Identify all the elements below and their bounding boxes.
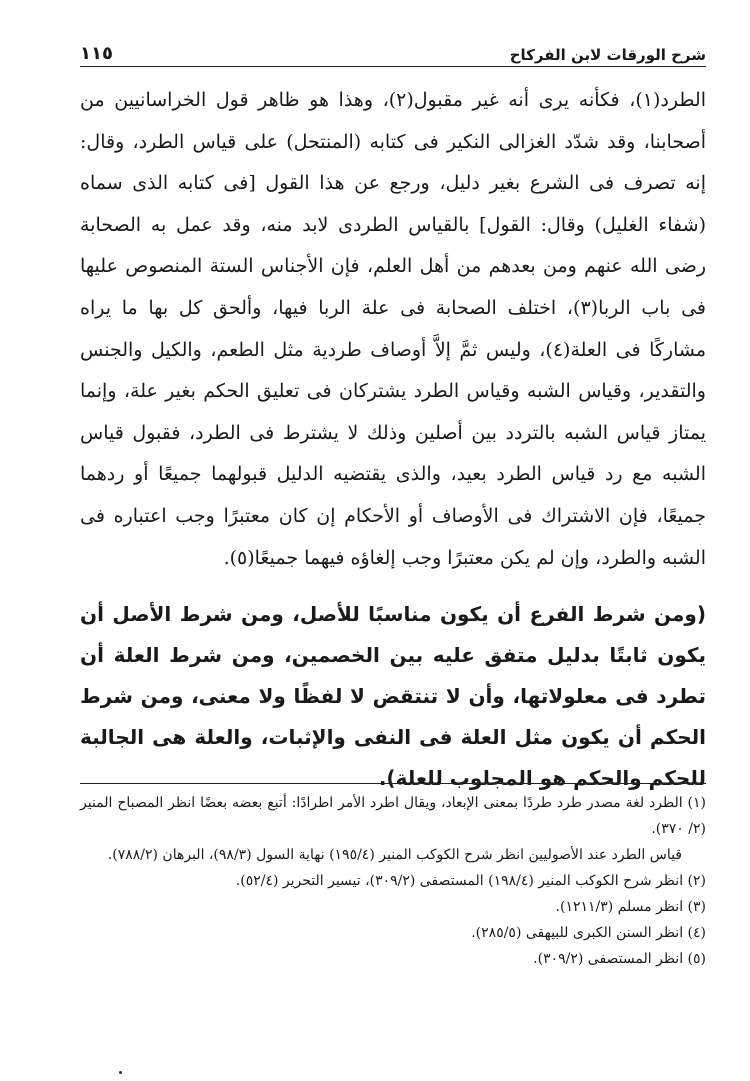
running-title: شرح الورقات لابن الفركاح	[509, 46, 706, 64]
header-divider	[80, 66, 706, 67]
footnote-divider	[80, 783, 706, 784]
footnote-1: (١) الطرد لغة مصدر طرد طردًا بمعنى الإبعاد، ويقال اطرد الأمر اطرادًا: أتبع بعضه بعضًا انظر المصباح المنير (٢/ ٣٧٠).	[80, 795, 706, 837]
matn-paragraph: (ومن شرط الفرع أن يكون مناسبًا للأصل، ومن شرط الأصل أن يكون ثابتًا بدليل متفق عليه بين الخصمين، ومن شرط العلة أن تطرد فى معلولاتها، وأن لا تنتقض لا لفظًا ولا معنى، ومن شرط الحكم أن يكون مثل العلة فى النفى والإثبات، والعلة هى الجالبة للحكم والحكم هو المجلوب للعلة).	[80, 602, 706, 790]
footnote-3: (٣) انظر مسلم (١٢١١/٣).	[555, 899, 706, 915]
footnotes	[80, 790, 706, 972]
footnote-2: (٢) انظر شرح الكوكب المنير (١٩٨/٤) المستصفى (٣٠٩/٢)، تيسير التحرير (٥٢/٤).	[235, 873, 706, 889]
commentary-text	[80, 80, 706, 579]
footnote-4: (٤) انظر السنن الكبرى للبيهقى (٢٨٥/٥).	[471, 925, 706, 941]
running-header	[80, 34, 706, 64]
matn-text	[80, 594, 706, 799]
footnote-1-continued: قياس الطرد عند الأصوليين انظر شرح الكوكب المنير (١٩٥/٤) نهاية السول (٩٨/٣)، البرهان (٧٨٨/٢).	[107, 847, 682, 863]
scan-speck	[119, 1071, 122, 1074]
page-number: ١١٥	[80, 43, 113, 64]
commentary-paragraph: الطرد(١)، فكأنه يرى أنه غير مقبول(٢)، وهذا هو ظاهر قول الخراسانيين من أصحابنا، وقد شدّد الغزالى النكير فى كتابه (المنتحل) على قياس الطرد، وقال: إنه تصرف فى الشرع بغير دليل، ورجع عن هذا القول [فى كتابه الذى سماه (شفاء الغليل) وقال: القول] بالقياس الطردى لابد منه، وقد عمل به الصحابة رضى الله عنهم ومن بعدهم من أهل العلم، فإن الأجناس الستة المنصوص عليها فى باب الربا(٣)، اختلف الصحابة فى علة الربا فيها، وألحق كل بها ما يراه مشاركًا فى العلة(٤)، وليس ثمَّ إلاَّ أوصاف طردية مثل الطعم، والكيل والجنس والتقدير، وقياس الشبه وقياس الطرد يشتركان فى تعليق الحكم بغير علة، وإنما يمتاز قياس الشبه بالتردد بين أصلين وذلك لا يشترط فى الطرد، فقبول قياس الشبه مع رد قياس الطرد بعيد، والذى يقتضيه الدليل قبولهما جميعًا أو ردهما جميعًا، فإن الاشتراك فى الأوصاف أو الأحكام إن كان معتبرًا وجب اعتباره فى الشبه والطرد، وإن لم يكن معتبرًا وجب إلغاؤه فيهما جميعًا(٥).	[80, 89, 707, 569]
footnote-5: (٥) انظر المستصفى (٣٠٩/٢).	[533, 951, 706, 967]
